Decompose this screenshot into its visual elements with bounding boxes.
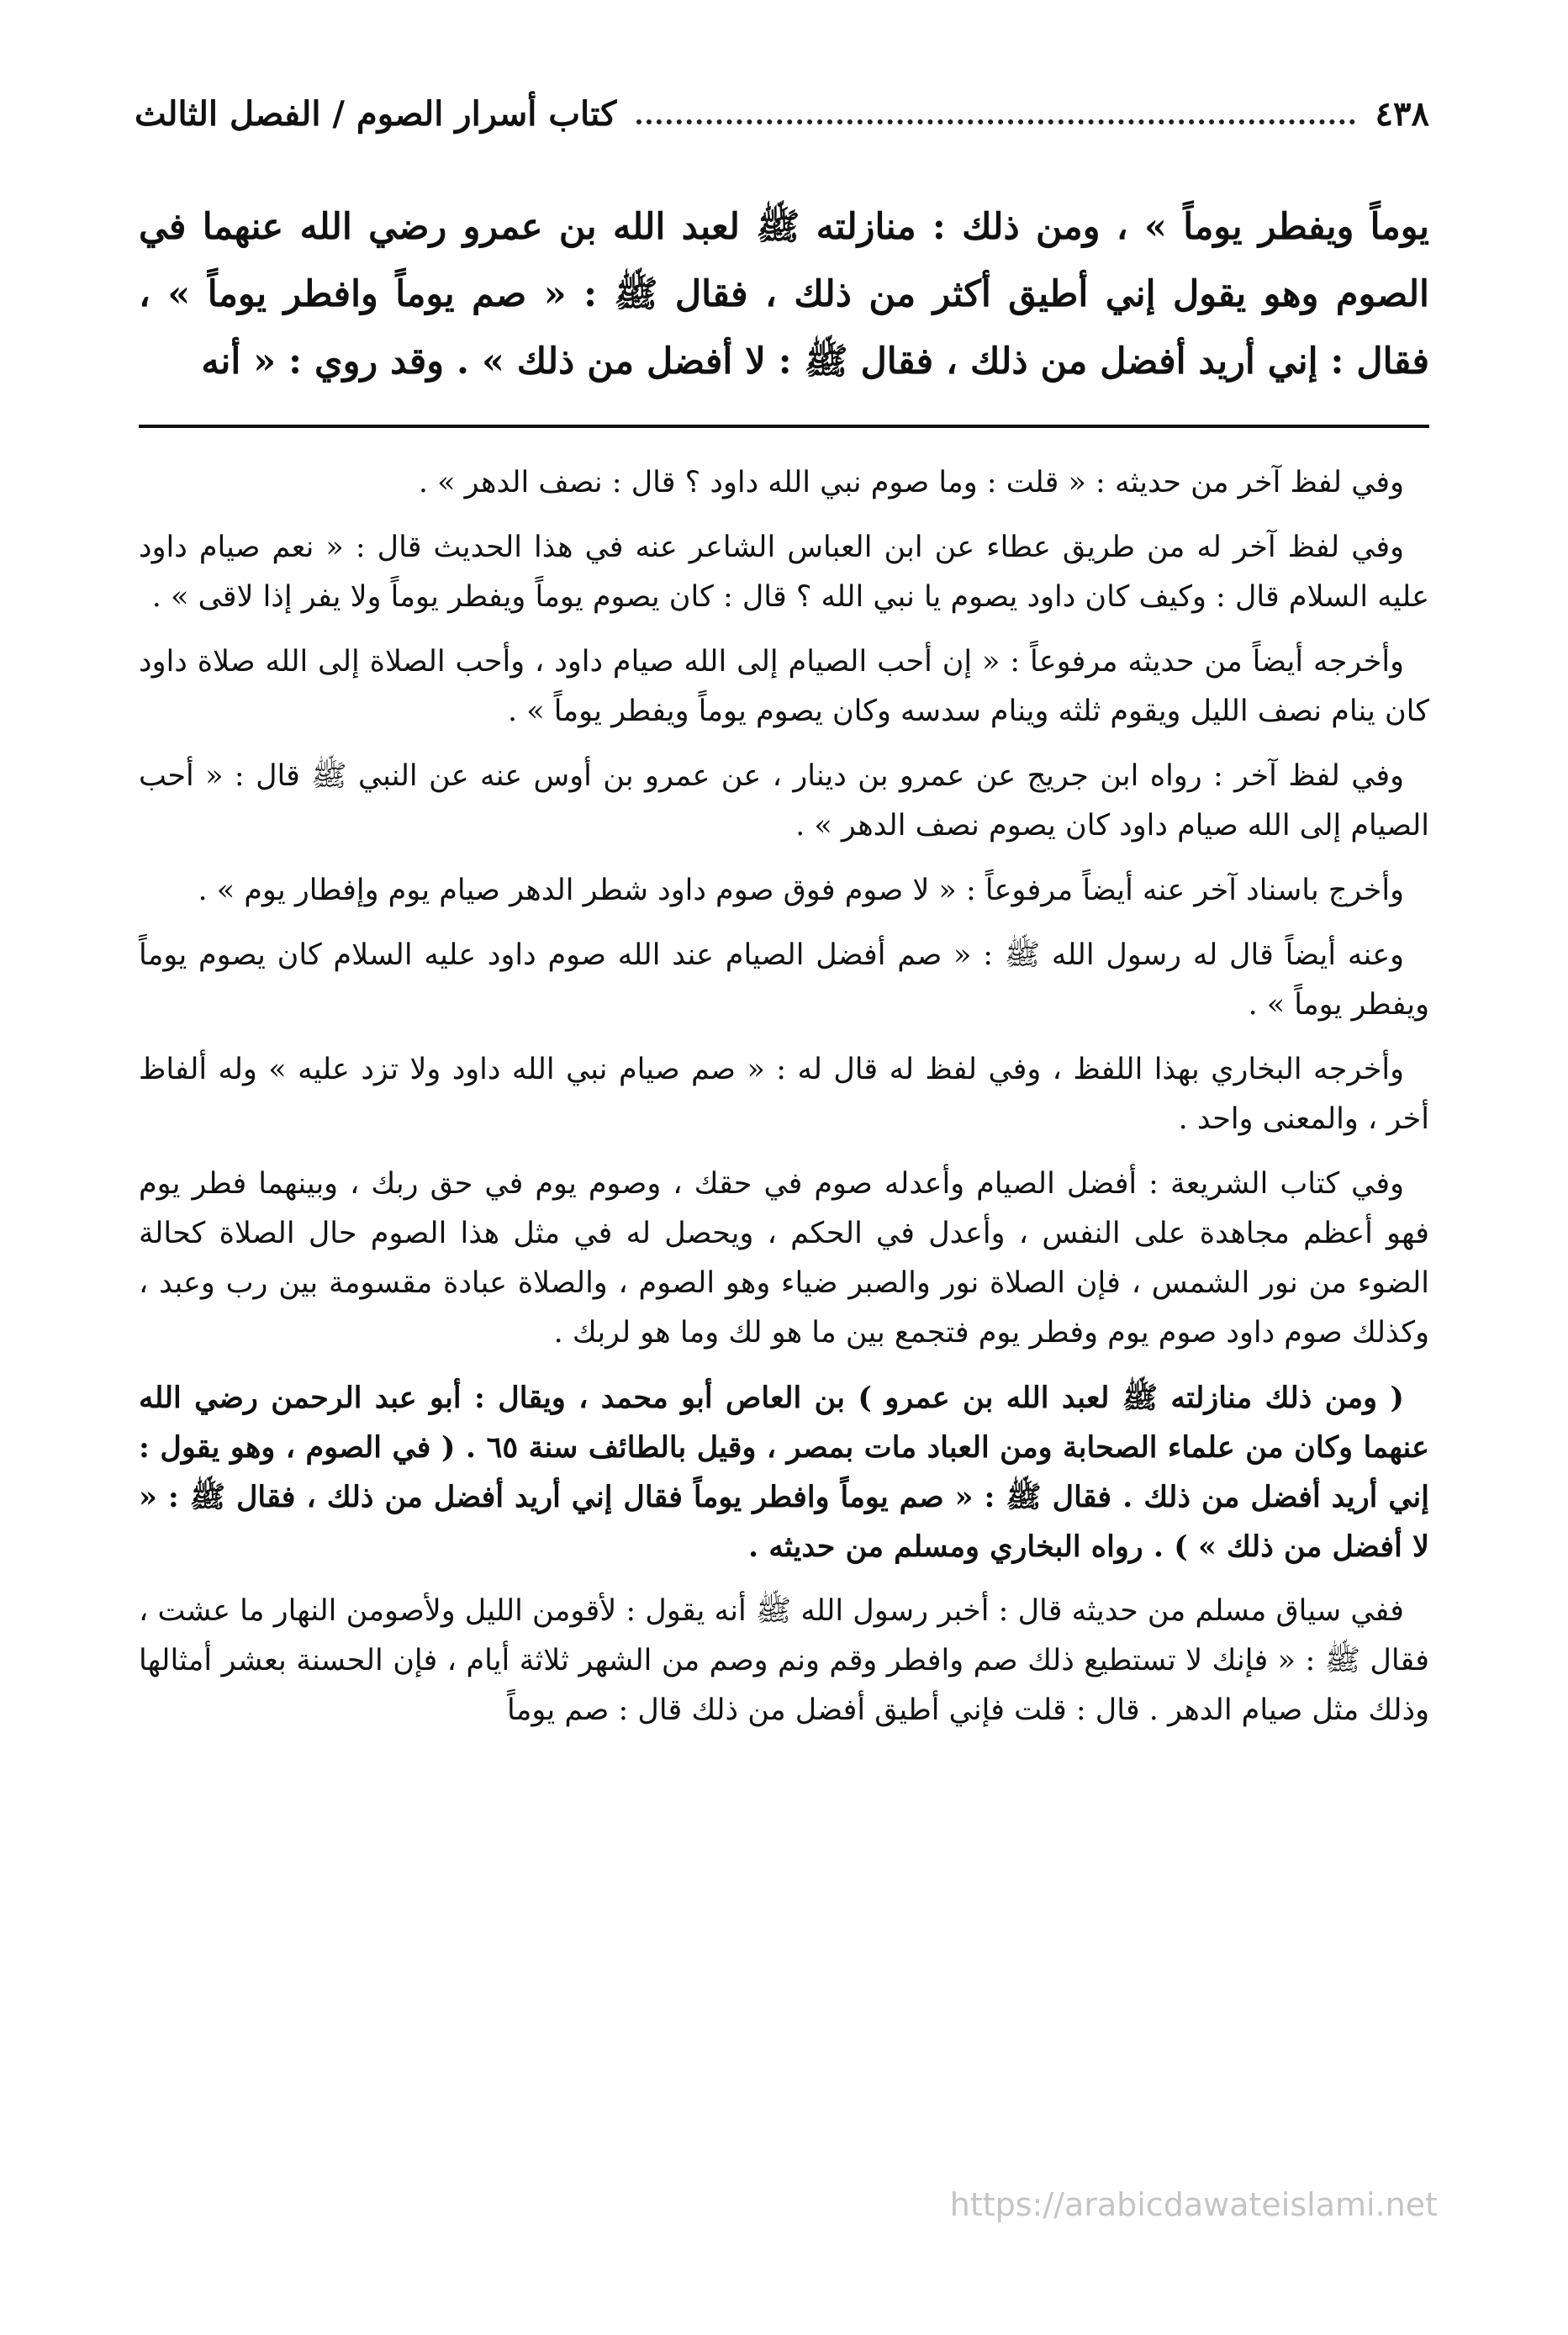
main-text: يوماً ويفطر يوماً » ، ومن ذلك : منازلته ﷺ لعبد الله بن عمرو رضي الله عنهما في الصوم وهو يقول إني أطيق أكثر من ذلك ، فقال ﷺ : « صم يوماً وافطر يوماً » ، فقال : إني أريد أفضل من ذلك ، فقال ﷺ : لا أفضل من ذلك » . وقد روي : « أنه [139,206,1429,383]
page-number: ٤٣٨ [1375,93,1429,134]
commentary-paragraph: وفي لفظ آخر له من طريق عطاء عن ابن العباس الشاعر عنه في هذا الحديث قال : « نعم صيام داود عليه السلام قال : وكيف كان داود يصوم يا نبي الله ؟ قال : كان يصوم يوماً ويفطر يوماً ولا يفر إذا لاقى » . [139,531,1429,614]
commentary-paragraph: وأخرجه أيضاً من حديثه مرفوعاً : « إن أحب الصيام إلى الله صيام داود ، وأحب الصلاة إلى الله صلاة داود كان ينام نصف الليل ويقوم ثلثه وينام سدسه وكان يصوم يوماً ويفطر يوماً » . [139,645,1429,728]
watermark-url: https://arabicdawateislami.net [949,2186,1438,2223]
commentary-paragraph: وفي لفظ آخر : رواه ابن جريج عن عمرو بن دينار ، عن عمرو بن أوس عنه عن النبي ﷺ قال : « أحب الصيام إلى الله صيام داود كان يصوم نصف الدهر » . [139,759,1429,843]
commentary-section [139,458,1429,1751]
header-dotted-leader [636,119,1354,124]
running-title: كتاب أسرار الصوم / الفصل الثالث [135,93,617,134]
commentary-paragraph: وعنه أيضاً قال له رسول الله ﷺ : « صم أفضل الصيام عند الله صوم داود عليه السلام كان يصوم يوماً ويفطر يوماً » . [139,938,1429,1022]
commentary-paragraph: ( ومن ذلك منازلته ﷺ لعبد الله بن عمرو ) بن العاص أبو محمد ، ويقال : أبو عبد الرحمن رضي الله عنهما وكان من علماء الصحابة ومن العباد مات بمصر ، وقيل بالطائف سنة ٦٥ . ( في الصوم ، وهو يقول : إني أريد أفضل من ذلك . فقال ﷺ : « صم يوماً وافطر يوماً فقال إني أريد أفضل من ذلك ، فقال ﷺ : « لا أفضل من ذلك » ) . رواه البخاري ومسلم من حديثه . [139,1381,1429,1564]
commentary-paragraph: وأخرجه البخاري بهذا اللفظ ، وفي لفظ له قال له : « صم صيام نبي الله داود ولا تزد عليه » وله ألفاظ أخر ، والمعنى واحد . [139,1053,1429,1136]
commentary-paragraph: وفي كتاب الشريعة : أفضل الصيام وأعدله صوم في حقك ، وصوم يوم في حق ربك ، وبينهما فطر يوم فهو أعظم مجاهدة على النفس ، وأعدل في الحكم ، ويحصل له في مثل هذا الصوم حال الصلاة كحالة الضوء من نور الشمس ، فإن الصلاة نور والصبر ضياء وهو الصوم ، والصلاة عبادة مقسومة بين رب وعبد ، وكذلك صوم داود صوم يوم وفطر يوم فتجمع بين ما هو لك وما هو لربك . [139,1167,1429,1350]
page-header [135,84,1429,143]
commentary-paragraph: وفي لفظ آخر من حديثه : « قلت : وما صوم نبي الله داود ؟ قال : نصف الدهر » . [418,466,1404,499]
commentary-paragraph: ففي سياق مسلم من حديثه قال : أخبر رسول الله ﷺ أنه يقول : لأقومن الليل ولأصومن النهار ما عشت ، فقال ﷺ : « فإنك لا تستطيع ذلك صم وافطر وقم ونم وصم من الشهر ثلاثة أيام ، فإن الحسنة بعشر أمثالها وذلك مثل صيام الدهر . قال : قلت فإني أطيق أفضل من ذلك قال : صم يوماً [139,1594,1429,1727]
footnote-divider [139,425,1429,428]
commentary-paragraph: وأخرج باسناد آخر عنه أيضاً مرفوعاً : « لا صوم فوق صوم داود شطر الدهر صيام يوم وإفطار يوم » . [198,874,1404,907]
